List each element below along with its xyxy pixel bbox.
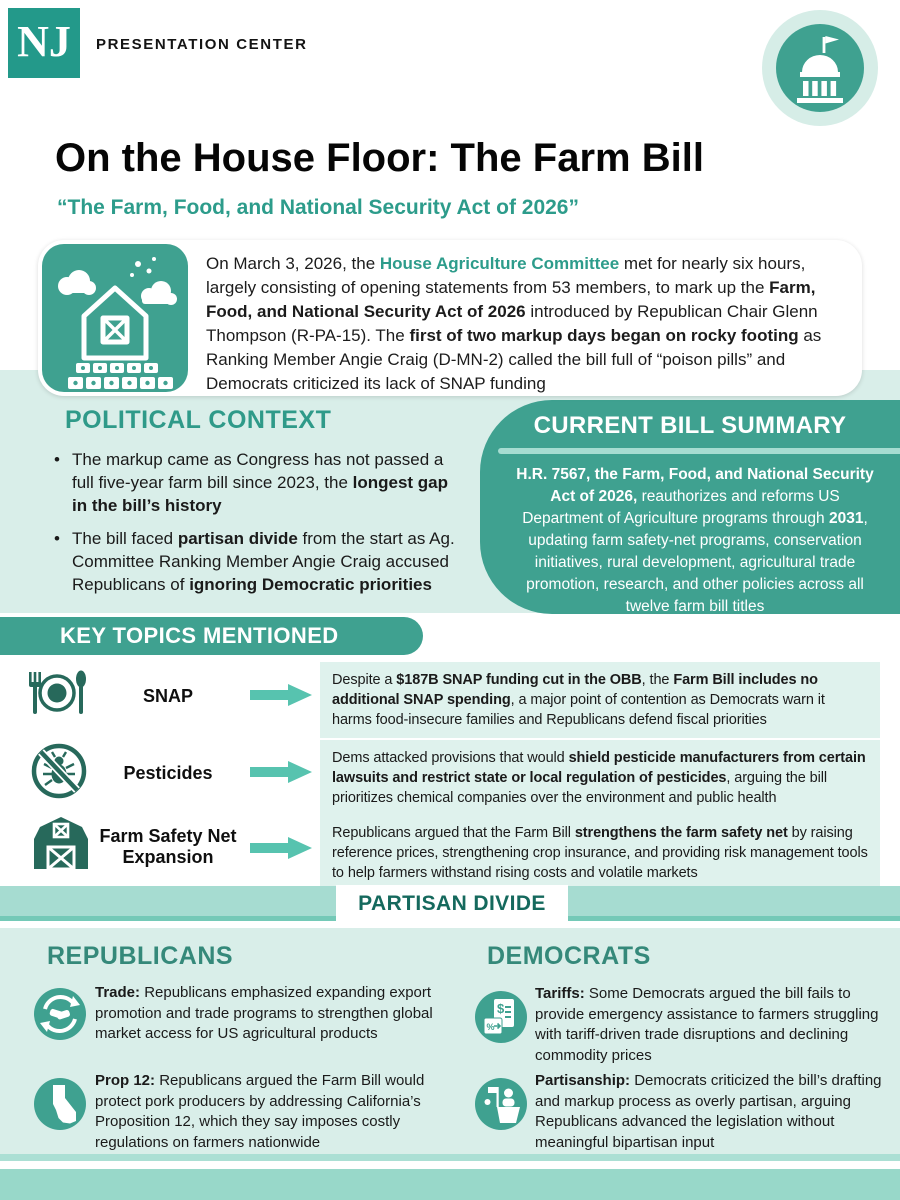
brand-label: PRESENTATION CENTER — [96, 36, 308, 53]
bill-summary-heading: CURRENT BILL SUMMARY — [533, 412, 847, 439]
footer-accent-strip — [0, 1154, 900, 1161]
democrats-item-partisanship: Partisanship: Democrats criticized the bill’s drafting and markup process as overly partisan, arguing Republicans advanced the legislation without meaningful bipartisan input — [535, 1072, 882, 1151]
topic-label-farm-safety-net: Farm Safety Net Expansion — [99, 826, 237, 867]
bill-summary-underline — [498, 448, 900, 454]
topic-label-pesticides: Pesticides — [123, 763, 213, 783]
topic-text-pesticides: Dems attacked provisions that would shield pesticide manufacturers from certain lawsuits and restrict state or local regulation of pesticides, arguing the bill prioritizes chemical companies over the environment and public health — [320, 740, 880, 816]
farm-icon — [42, 244, 188, 392]
intro-card — [38, 240, 862, 396]
bill-summary-text: H.R. 7567, the Farm, Food, and National Security Act of 2026, reauthorizes and reforms US Department of Agriculture programs through 2031, updating farm safety-net programs, conservation initiatives, rural development, agricultural trade promotion, research, and other policies across all twelve farm bill titles — [516, 466, 874, 615]
republicans-item-prop12: Prop 12: Republicans argued the Farm Bill would protect pork producers by addressing California’s Proposition 12, which they say imposes costly regulations on farmers nationwide — [95, 1072, 425, 1151]
republicans-heading: REPUBLICANS — [47, 942, 234, 970]
page-subtitle: “The Farm, Food, and National Security Act of 2026” — [57, 196, 579, 219]
arrow-icon — [250, 837, 312, 864]
democrats-heading: DEMOCRATS — [487, 942, 651, 970]
topic-text-snap: Despite a $187B SNAP funding cut in the OBB, the Farm Bill includes no additional SNAP spending, a major point of contention as Democrats warn it harms food-insecure families and Republicans defend fiscal priorities — [320, 662, 880, 738]
topic-label-snap: SNAP — [142, 686, 193, 706]
arrow-icon — [250, 684, 312, 711]
trade-handshake-icon — [34, 988, 86, 1040]
bill-summary-panel — [480, 400, 900, 614]
republicans-item-trade: Trade: Republicans emphasized expanding export promotion and trade programs to strengthen global market access for US agricultural products — [95, 984, 433, 1042]
topic-text-farm-safety-net: Republicans argued that the Farm Bill strengthens the farm safety net by raising reference prices, strengthening crop insurance, and providing risk management tools to help farmers withstand rising costs and volatile markets — [320, 815, 880, 891]
page-title: On the House Floor: The Farm Bill — [55, 136, 704, 180]
political-context-bullet: • The bill faced partisan divide from the start as Ag. Committee Ranking Member Angie Craig accused Republicans of ignoring Democratic priorities — [48, 527, 460, 596]
meal-icon — [24, 662, 90, 729]
svg-text:$: $ — [497, 1001, 505, 1016]
political-context-bullets — [48, 448, 460, 606]
key-topics-banner: KEY TOPICS MENTIONED — [0, 617, 423, 655]
partisan-divide-heading: PARTISAN DIVIDE — [336, 885, 568, 923]
nj-logo: NJ — [8, 8, 80, 78]
political-context-bullet: • The markup came as Congress has not passed a full five-year farm bill since 2023, the longest gap in the bill’s history — [48, 448, 460, 517]
arrow-icon — [250, 761, 312, 788]
capitol-badge — [762, 10, 878, 126]
no-pesticide-icon — [28, 740, 90, 807]
tariff-document-icon — [475, 991, 527, 1043]
svg-text:%: % — [486, 1022, 495, 1032]
capitol-icon — [776, 24, 864, 112]
podium-speaker-icon — [475, 1078, 527, 1130]
democrats-item-tariffs: Tariffs: Some Democrats argued the bill fails to provide emergency assistance to farmers struggling with tariff-driven trade disruptions and declining commodity prices — [535, 985, 879, 1064]
footer-band — [0, 1169, 900, 1200]
intro-paragraph: On March 3, 2026, the House Agriculture Committee met for nearly six hours, largely consisting of opening statements from 53 members, to mark up the Farm, Food, and National Security Act of 2026 introduced by Republican Chair Glenn Thompson (R-PA-15). The first of two markup days began on rocky footing as Ranking Member Angie Craig (D-MN-2) called the bill full of “poison pills” and Democrats criticized its lack of SNAP funding — [206, 254, 822, 393]
california-icon — [34, 1078, 86, 1130]
political-context-heading: POLITICAL CONTEXT — [65, 406, 332, 434]
